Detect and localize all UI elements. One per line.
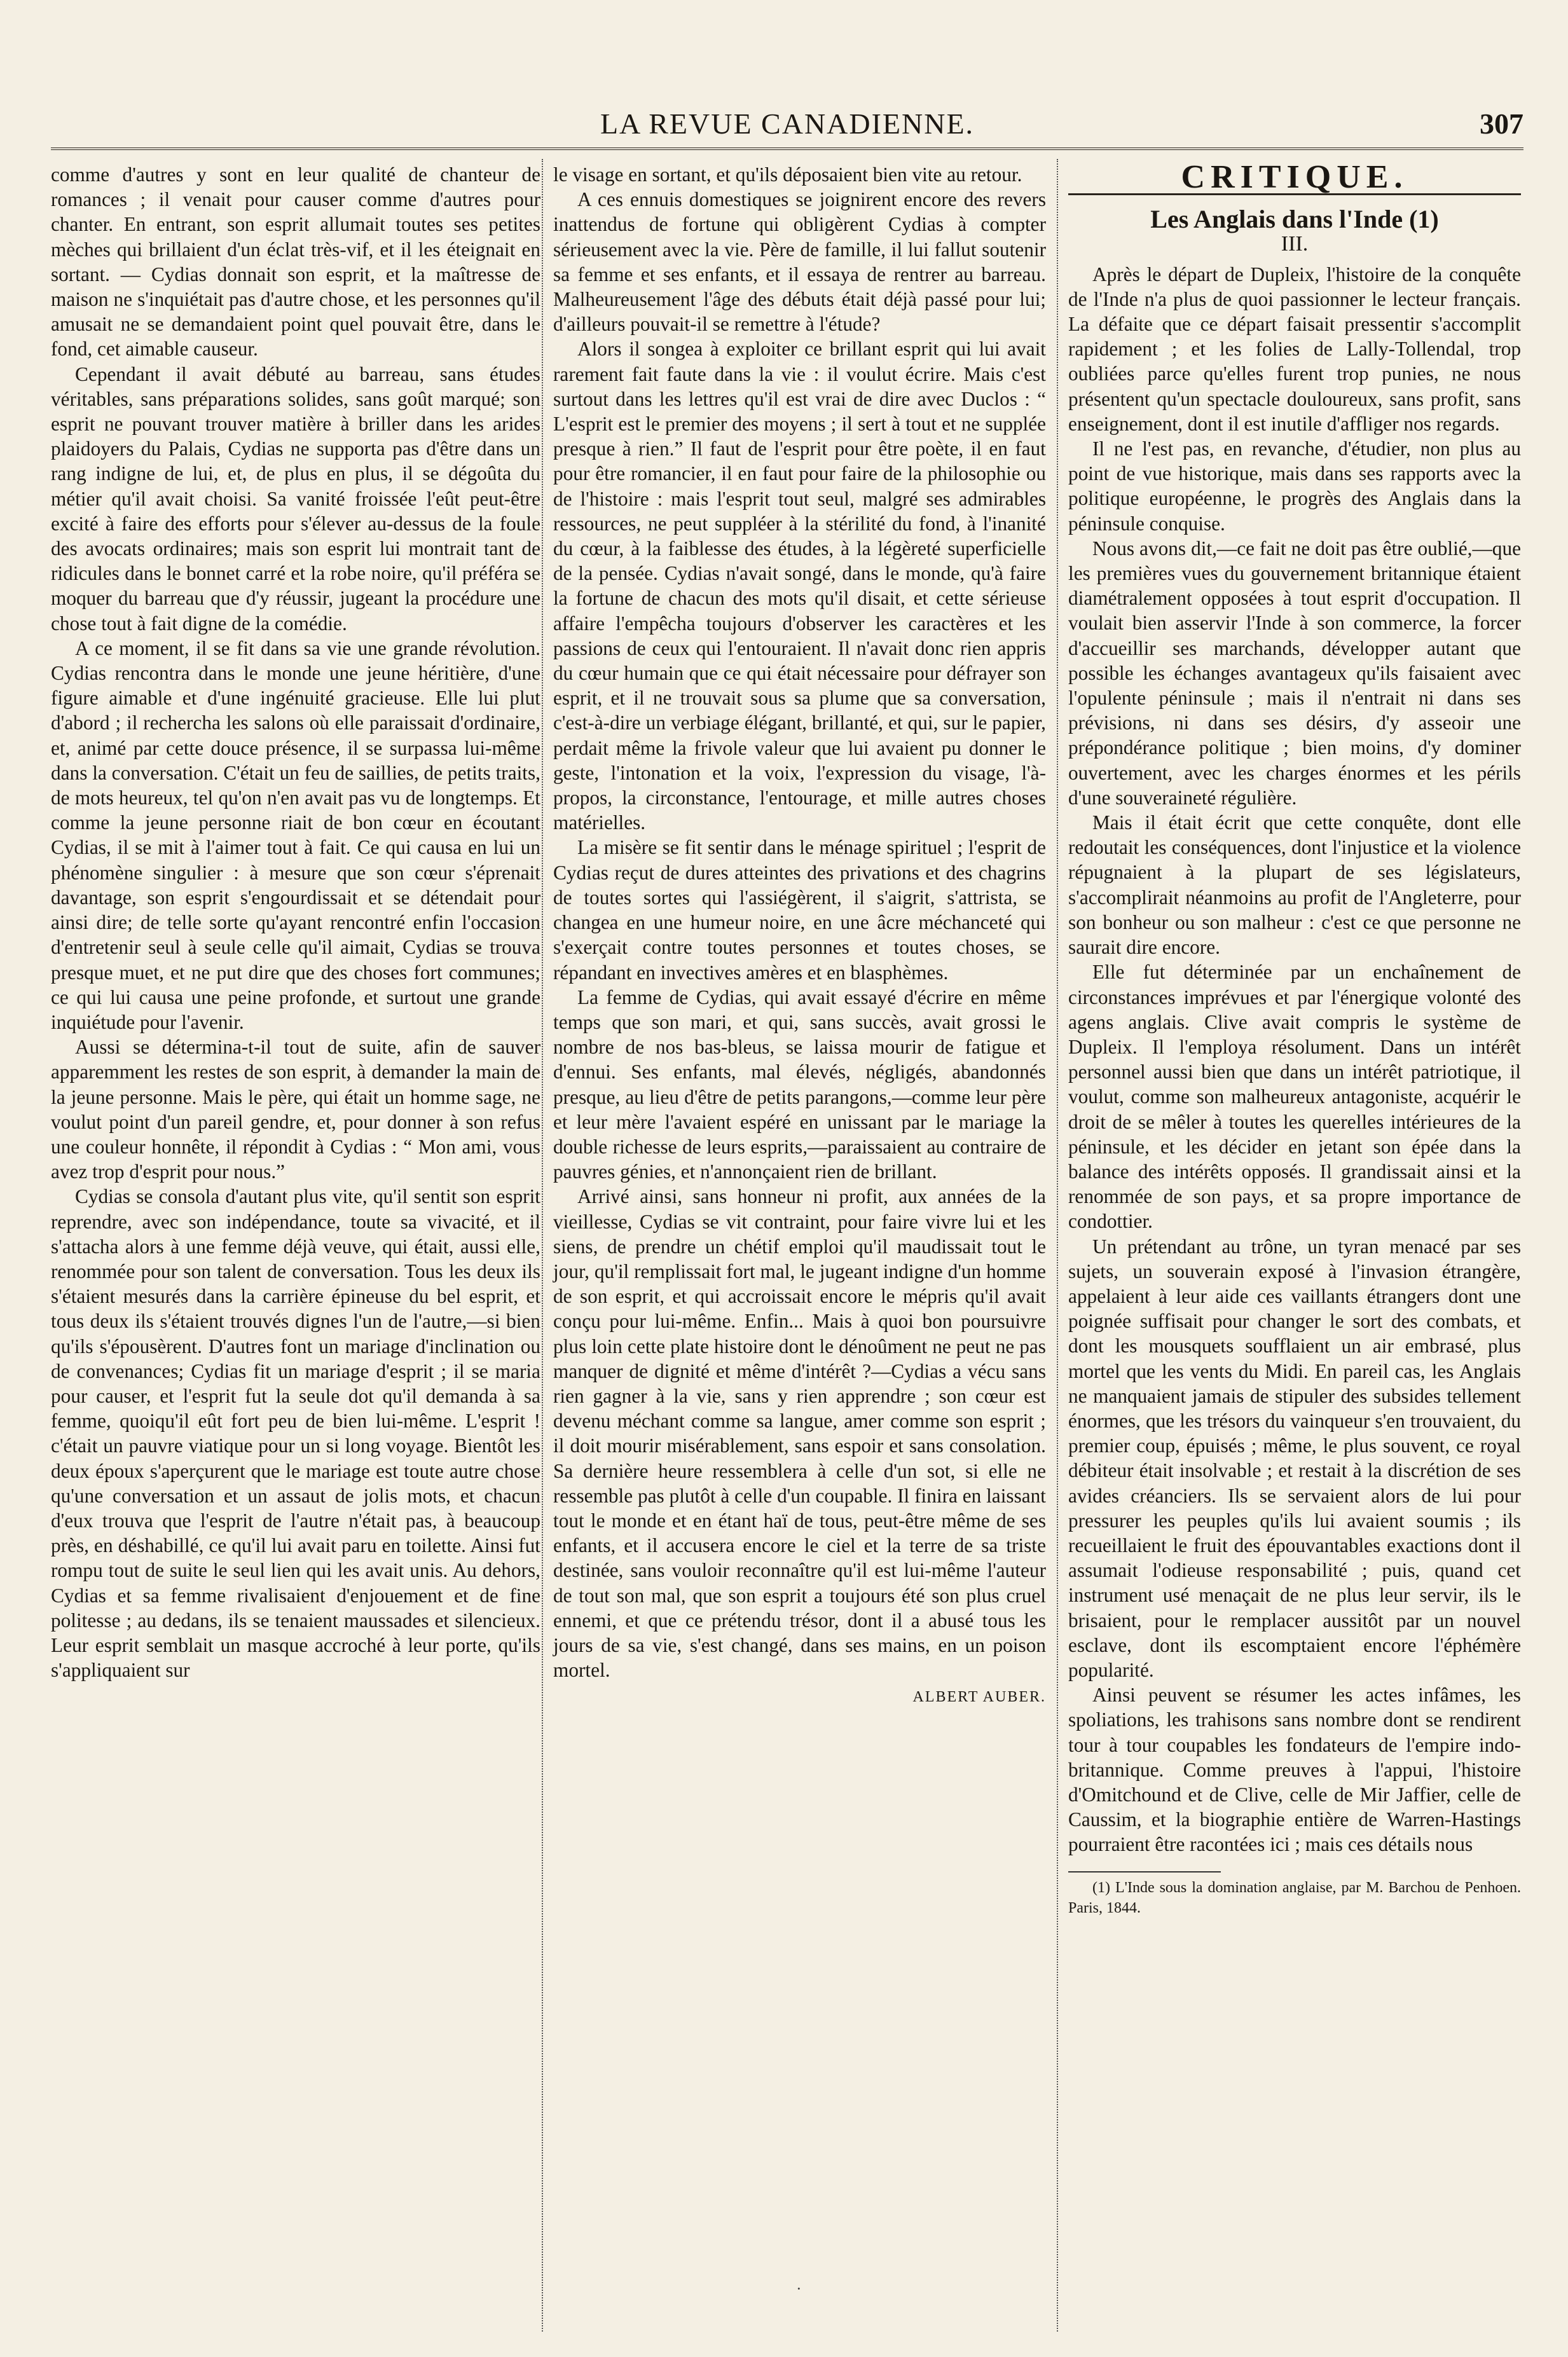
column-2	[553, 162, 1046, 1710]
article-part-number: III.	[1281, 232, 1309, 256]
header-rule	[51, 148, 1523, 150]
paragraph: Cydias se consola d'autant plus vite, qu'il sentit son esprit reprendre, avec son indépendance, toute sa vivacité, et il s'attacha alors à une femme déjà veuve, qui était, aussi elle, renommée pour son talent de conversation. Tous les deux ils s'étaient mesurés dans la carrière épineuse du bel esprit, et tous deux ils s'étaient trouvés dignes l'un de l'autre,—si bien qu'ils s'épousèrent. D'autres font un mariage d'inclination ou de convenances; Cydias fit un mariage d'esprit ; il se maria pour causer, et l'esprit fut la seule dot qu'il demanda à sa femme, quoiqu'il eût fort peu de bien lui-même. L'esprit ! c'était un pauvre viatique pour un si long voyage. Bientôt les deux époux s'aperçurent que le mariage est toute autre chose qu'une conversation et un assaut de jolis mots, et chacun d'eux trouva que l'esprit de l'autre n'était pas, à beaucoup près, en déshabillé, ce qu'il lui avait paru en toilette. Ainsi fut rompu tout de suite le seul lien qui les avait unis. Au dehors, Cydias et sa femme rivalisaient d'enjouement et de fine politesse ; au dedans, ils se tenaient maussades et silencieux. Leur esprit semblait un masque accroché à leur porte, qu'ils s'appliquaient sur	[51, 1185, 540, 1682]
paragraph: A ce moment, il se fit dans sa vie une grande révolution. Cydias rencontra dans le monde une jeune héritière, d'une figure aimable et d'une ingénuité gracieuse. Elle lui plut d'abord ; il rechercha les salons où elle paraissait d'ordinaire, et, animé par cette douce présence, il se surpassa lui-même dans la conversation. C'était un feu de saillies, de petits traits, de mots heureux, tel qu'on n'en avait pas vu de longtemps. Et comme la jeune personne riait de bon cœur en écoutant Cydias, il se mit à l'aimer tout à fait. Ce qui causa en lui un phénomène singulier : à mesure que son cœur s'éprenait davantage, son esprit s'engourdissait et se détendait pour ainsi dire; de telle sorte qu'ayant rencontré enfin l'occasion d'entretenir seul à seule celle qu'il aimait, Cydias se trouva presque muet, et ne put dire que des choses fort communes; ce qui lui causa une peine profonde, et surtout une grande inquiétude pour l'avenir.	[51, 636, 540, 1033]
column-1	[51, 162, 540, 1682]
paragraph: Aussi se détermina-t-il tout de suite, afin de sauver apparemment les restes de son esprit, à demander la main de la jeune personne. Mais le père, qui était un homme sage, ne voulut point d'un pareil gendre, et, pour donner à son refus une couleur honnête, il répondit à Cydias : “ Mon ami, vous avez trop d'esprit pour nous.”	[51, 1036, 540, 1183]
article-title: Les Anglais dans l'Inde (1)	[1150, 205, 1439, 234]
ornament: ·	[796, 2279, 802, 2298]
footnote-mark: (1)	[1092, 1879, 1110, 1896]
author-signature: ALBERT AUBER.	[912, 1689, 1046, 1706]
signature-line	[553, 1682, 1046, 1710]
paragraph: Arrivé ainsi, sans honneur ni profit, aux années de la vieillesse, Cydias se vit contraint, pour faire vivre lui et les siens, de prendre un chétif emploi qu'il maudissait tout le jour, qu'il remplissait fort mal, le jugeant indigne d'un homme de son esprit, et qui accroissait encore le mépris qu'il avait conçu pour lui-même. Enfin... Mais à quoi bon poursuivre plus loin cette plate histoire dont le dénoûment ne peut ne pas manquer de dignité et même d'intérêt ?—Cydias a vécu sans rien gagner à la vie, sans y rien apprendre ; son cœur est devenu méchant comme sa langue, amer comme son esprit ; il doit mourir misérablement, sans espoir et sans consolation. Sa dernière heure ressemblera à celle d'un sot, si elle ne ressemble pas plutôt à celle d'un coupable. Il finira en laissant tout le monde et en étant haï de tous, peut-être même de ses enfants, et il accusera encore le ciel et la terre de sa triste destinée, sans vouloir reconnaître qu'il est lui-même l'auteur de tout son mal, que son esprit a toujours été son plus cruel ennemi, et que ce prétendu trésor, dont il a abusé tous les jours de sa vie, s'est changé, dans ses mains, en un poison mortel.	[553, 1185, 1046, 1682]
page-header	[51, 107, 1523, 145]
section-title: CRITIQUE.	[1181, 159, 1408, 195]
paragraph: Après le départ de Dupleix, l'histoire de la conquête de l'Inde n'a plus de quoi passionner le lecteur français. La défaite que ce départ faisait pressentir s'accomplit rapidement ; et les folies de Lally-Tollendal, trop oubliées parce qu'elles furent trop punies, ne nous présentent qu'un spectacle douloureux, sans profit, sans enseignement, dont il est inutile d'affliger nos regards.	[1068, 263, 1521, 435]
footnote	[1068, 1878, 1521, 1918]
column-3	[1068, 159, 1521, 1918]
paragraph: Cependant il avait débuté au barreau, sans études véritables, sans préparations solides, sans goût marqué; son esprit ne pouvant trouver matière à briller dans les arides plaidoyers du Palais, Cydias ne supporta pas d'être dans un rang indigne de lui, et, de plus en plus, il se dégoûta du métier qu'il avait choisi. Sa vanité froissée l'eût peut-être excité à faire des efforts pour s'élever au-dessus de la foule des avocats ordinaires; mais son esprit lui montrait tant de ridicules dans le bonnet carré et la robe noire, qu'il préféra se moquer du barreau que d'y réussir, jugeant la procédure une chose tout à fait digne de la comédie.	[51, 362, 540, 635]
page-number: 307	[1480, 107, 1523, 140]
footnote-text: L'Inde sous la domination anglaise, par M. Barchou de Penhoen. Paris, 1844.	[1068, 1879, 1521, 1916]
paragraph: Un prétendant au trône, un tyran menacé par ses sujets, un souverain exposé à l'invasion étrangère, appelaient à leur aide ces vaillants étrangers dont une poignée suffisait pour changer le sort des combats, et dont les mousquets soufflaient un air embrasé, plus mortel que les vents du Midi. En pareil cas, les Anglais ne manquaient jamais de stipuler des subsides tellement énormes, que les trésors du vainqueur s'en trouvaient, du premier coup, épuisés ; même, le plus souvent, ce royal débiteur était insolvable ; et restait à la discrétion de ses avides créanciers. Ils se servaient alors de lui pour pressurer les peuples qu'ils lui avaient soumis ; ils recueillaient le fruit des épouvantables exactions dont il assumait l'odieuse responsabilité ; puis, quand cet instrument usé menaçait de ne plus leur servir, ils le brisaient, pour le remplacer aussitôt par un nouvel esclave, dont ils escomptaient encore l'éphémère popularité.	[1068, 1235, 1521, 1681]
running-title: LA REVUE CANADIENNE.	[600, 107, 975, 140]
paragraph: Ainsi peuvent se résumer les actes infâmes, les spoliations, les trahisons sans nombre dont se rendirent tour à tour coupables les fondateurs de l'empire indo-britannique. Comme preuves à l'appui, l'histoire d'Omitchound et de Clive, celle de Mir Jaffier, celle de Caussim, et la biographie entière de Warren-Hastings pourraient être racontées ici ; mais ces détails nous	[1068, 1684, 1521, 1856]
paragraph: Alors il songea à exploiter ce brillant esprit qui lui avait rarement fait faute dans la vie : il voulut écrire. Mais c'est surtout dans les lettres qu'il est vrai de dire avec Duclos : “ L'esprit est le premier des moyens ; il sert à tout et ne supplée presque à rien.” Il faut de l'esprit pour être poète, il en faut pour être romancier, il en faut pour faire de la philosophie ou de l'histoire : mais l'esprit tout seul, malgré ses admirables ressources, ne peut suppléer à la stérilité du fond, à l'inanité du cœur, à la faiblesse des études, à la légèreté superficielle de la pensée. Cydias n'avait songé, dans le monde, qu'à faire la fortune de chacun des mots qu'il disait, et cette sérieuse affaire l'empêcha toujours d'observer les caractères et les passions de ceux qui l'entouraient. Il n'avait donc rien appris du cœur humain que ce qui était nécessaire pour défrayer son esprit, et il ne trouvait sous sa plume que sa conversation, c'est-à-dire un verbiage élégant, brillanté, et qui, sur le papier, perdait même la frivole valeur que lui avaient pu donner le geste, l'intonation et la voix, l'expression du visage, l'à-propos, la circonstance, l'entourage, et mille autres choses matérielles.	[553, 338, 1046, 834]
paragraph: Mais il était écrit que cette conquête, dont elle redoutait les conséquences, dont l'injustice et la violence répugnaient à la plupart de ses législateurs, s'accomplirait néanmoins au profit de l'Angleterre, pour son bonheur ou son malheur : c'est ce que personne ne saurait dire encore.	[1068, 811, 1521, 959]
paragraph: La misère se fit sentir dans le ménage spirituel ; l'esprit de Cydias reçut de dures atteintes des privations et des chagrins de toutes sortes qui l'assiégèrent, il s'aigrit, s'attrista, se changea en une humeur noire, en une âcre méchanceté qui s'exerçait contre toutes personnes et toutes choses, se répandant en invectives amères et en blasphèmes.	[553, 836, 1046, 984]
footnote-rule	[1068, 1871, 1221, 1873]
column-divider-2	[1057, 159, 1058, 2332]
paragraph: comme d'autres y sont en leur qualité de chanteur de romances ; il venait pour causer comme d'autres pour chanter. En entrant, son esprit allumait toutes ses petites mèches qui brillaient d'un éclat très-vif, et il les éteignait en sortant. — Cydias donnait son esprit, et la maîtresse de maison ne s'inquiétait pas d'autre chose, et les personnes qu'il amusait ne se demandaient point quel pouvait être, dans le fond, cet aimable causeur.	[51, 163, 540, 361]
column-divider-1	[542, 159, 543, 2332]
paragraph: Elle fut déterminée par un enchaînement de circonstances imprévues et par l'énergique volonté des agens anglais. Clive avait compris le système de Dupleix. Il l'employa résolument. Dans un intérêt personnel aussi bien que dans un intérêt patriotique, il voulut, comme son malheureux antagoniste, acquérir le droit de se mêler à toutes les querelles intérieures de la péninsule, et les décider en jetant son épée dans la balance des intérêts opposés. Il grandissait ainsi et la renommée de son pays, et sa propre importance de condottier.	[1068, 961, 1521, 1233]
paragraph: Nous avons dit,—ce fait ne doit pas être oublié,—que les premières vues du gouvernement britannique étaient diamétralement opposées à tout esprit d'occupation. Il voulait bien asservir l'Inde à son commerce, la forcer d'accueillir ses marchands, développer autant que possible les échanges avantageux qu'ils faisaient avec l'opulente péninsule ; mais il n'entrait ni dans ses prévisions, ni dans ses désirs, d'y asseoir une prépondérance politique ; bien moins, d'y dominer ouvertement, avec les charges énormes et les périls d'une souveraineté régulière.	[1068, 537, 1521, 809]
paragraph: le visage en sortant, et qu'ils déposaient bien vite au retour.	[553, 163, 1022, 186]
paragraph: Il ne l'est pas, en revanche, d'étudier, non plus au point de vue historique, mais dans ses rapports avec la politique européenne, le progrès des Anglais dans la péninsule conquise.	[1068, 437, 1521, 535]
paragraph: La femme de Cydias, qui avait essayé d'écrire en même temps que son mari, et qui, sans succès, avait grossi le nombre de nos bas-bleus, se laissa mourir de fatigue et d'ennui. Ses enfants, mal élevés, négligés, abandonnés presque, au lieu d'être de petits parangons,—comme leur père et leur mère l'avaient espéré en unissant par le mariage la double richesse de leurs esprits,—paraissaient au contraire de pauvres génies, et n'annonçaient rien de brillant.	[553, 986, 1046, 1183]
paragraph: A ces ennuis domestiques se joignirent encore des revers inattendus de fortune qui obligèrent Cydias à compter sérieusement avec la vie. Père de famille, il lui fallut soutenir sa femme et ses enfants, et il essaya de rentrer au barreau. Malheureusement l'âge des débuts était déjà passé pour lui; d'ailleurs pouvait-il se remettre à l'étude?	[553, 188, 1046, 336]
